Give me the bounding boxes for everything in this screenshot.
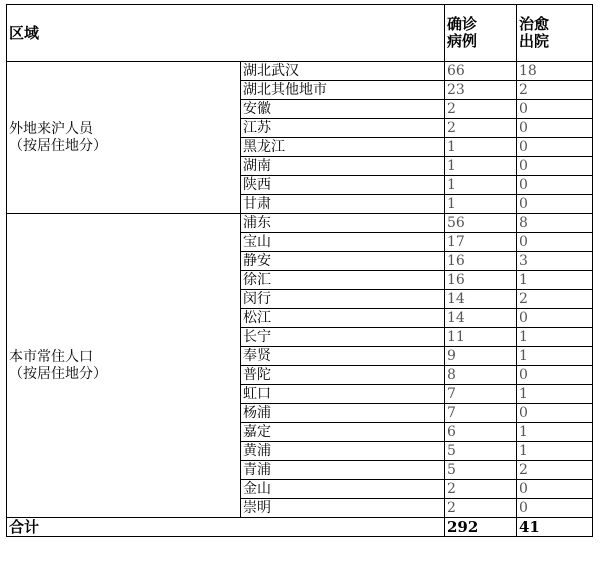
confirmed-cell: 56 <box>445 214 517 233</box>
place-cell: 宝山 <box>241 233 445 252</box>
confirmed-cell: 5 <box>445 461 517 480</box>
place-cell: 安徽 <box>241 100 445 119</box>
confirmed-cell: 14 <box>445 290 517 309</box>
place-cell: 普陀 <box>241 366 445 385</box>
place-cell: 黄浦 <box>241 442 445 461</box>
confirmed-cell: 2 <box>445 499 517 518</box>
confirmed-cell: 66 <box>445 62 517 81</box>
recovered-cell: 1 <box>517 271 593 290</box>
recovered-cell: 0 <box>517 309 593 328</box>
confirmed-cell: 1 <box>445 176 517 195</box>
recovered-cell: 2 <box>517 461 593 480</box>
group-label <box>7 62 241 214</box>
recovered-cell: 0 <box>517 176 593 195</box>
place-cell: 湖南 <box>241 157 445 176</box>
confirmed-cell: 6 <box>445 423 517 442</box>
confirmed-cell: 7 <box>445 385 517 404</box>
place-cell: 青浦 <box>241 461 445 480</box>
confirmed-cell: 1 <box>445 138 517 157</box>
recovered-cell: 0 <box>517 157 593 176</box>
group-subtitle: （按居住地分） <box>9 365 107 382</box>
group-title: 本市常住人口 <box>9 348 93 365</box>
recovered-cell: 1 <box>517 385 593 404</box>
recovered-cell: 8 <box>517 214 593 233</box>
header-region: 区域 <box>7 5 445 62</box>
place-cell: 黑龙江 <box>241 138 445 157</box>
place-cell: 长宁 <box>241 328 445 347</box>
place-cell: 虹口 <box>241 385 445 404</box>
group-label <box>7 214 241 518</box>
place-cell: 崇明 <box>241 499 445 518</box>
confirmed-cell: 16 <box>445 252 517 271</box>
recovered-cell: 0 <box>517 404 593 423</box>
confirmed-cell: 14 <box>445 309 517 328</box>
header-confirmed <box>445 5 517 62</box>
place-cell: 金山 <box>241 480 445 499</box>
confirmed-cell: 1 <box>445 195 517 214</box>
total-label: 合计 <box>7 518 445 537</box>
header-confirmed-line-1: 确诊 <box>447 15 478 33</box>
recovered-cell: 1 <box>517 442 593 461</box>
place-cell: 奉贤 <box>241 347 445 366</box>
place-cell: 松江 <box>241 309 445 328</box>
confirmed-cell: 23 <box>445 81 517 100</box>
recovered-cell: 18 <box>517 62 593 81</box>
confirmed-cell: 2 <box>445 100 517 119</box>
confirmed-cell: 2 <box>445 119 517 138</box>
total-row <box>7 518 593 537</box>
recovered-cell: 3 <box>517 252 593 271</box>
recovered-cell: 1 <box>517 328 593 347</box>
confirmed-cell: 2 <box>445 480 517 499</box>
recovered-cell: 0 <box>517 138 593 157</box>
place-cell: 湖北武汉 <box>241 62 445 81</box>
confirmed-cell: 11 <box>445 328 517 347</box>
place-cell: 甘肃 <box>241 195 445 214</box>
total-confirmed: 292 <box>445 518 517 537</box>
recovered-cell: 0 <box>517 499 593 518</box>
recovered-cell: 2 <box>517 81 593 100</box>
recovered-cell: 2 <box>517 290 593 309</box>
table-row <box>7 62 593 81</box>
header-row <box>7 5 593 62</box>
place-cell: 静安 <box>241 252 445 271</box>
confirmed-cell: 7 <box>445 404 517 423</box>
place-cell: 徐汇 <box>241 271 445 290</box>
recovered-cell: 0 <box>517 195 593 214</box>
cases-table <box>6 4 593 537</box>
place-cell: 江苏 <box>241 119 445 138</box>
place-cell: 闵行 <box>241 290 445 309</box>
confirmed-cell: 16 <box>445 271 517 290</box>
header-recovered <box>517 5 593 62</box>
table-row <box>7 214 593 233</box>
place-cell: 嘉定 <box>241 423 445 442</box>
header-recovered-line-2: 出院 <box>519 32 550 50</box>
group-title: 外地来沪人员 <box>9 120 93 137</box>
total-recovered: 41 <box>517 518 593 537</box>
confirmed-cell: 9 <box>445 347 517 366</box>
confirmed-cell: 1 <box>445 157 517 176</box>
header-confirmed-line-2: 病例 <box>447 32 478 50</box>
recovered-cell: 0 <box>517 119 593 138</box>
recovered-cell: 1 <box>517 423 593 442</box>
place-cell: 湖北其他地市 <box>241 81 445 100</box>
cases-table-body <box>7 5 593 537</box>
place-cell: 杨浦 <box>241 404 445 423</box>
recovered-cell: 0 <box>517 480 593 499</box>
recovered-cell: 0 <box>517 100 593 119</box>
recovered-cell: 0 <box>517 366 593 385</box>
place-cell: 浦东 <box>241 214 445 233</box>
confirmed-cell: 8 <box>445 366 517 385</box>
header-recovered-line-1: 治愈 <box>519 15 550 33</box>
place-cell: 陕西 <box>241 176 445 195</box>
confirmed-cell: 17 <box>445 233 517 252</box>
recovered-cell: 1 <box>517 347 593 366</box>
recovered-cell: 0 <box>517 233 593 252</box>
confirmed-cell: 5 <box>445 442 517 461</box>
group-subtitle: （按居住地分） <box>9 137 107 154</box>
